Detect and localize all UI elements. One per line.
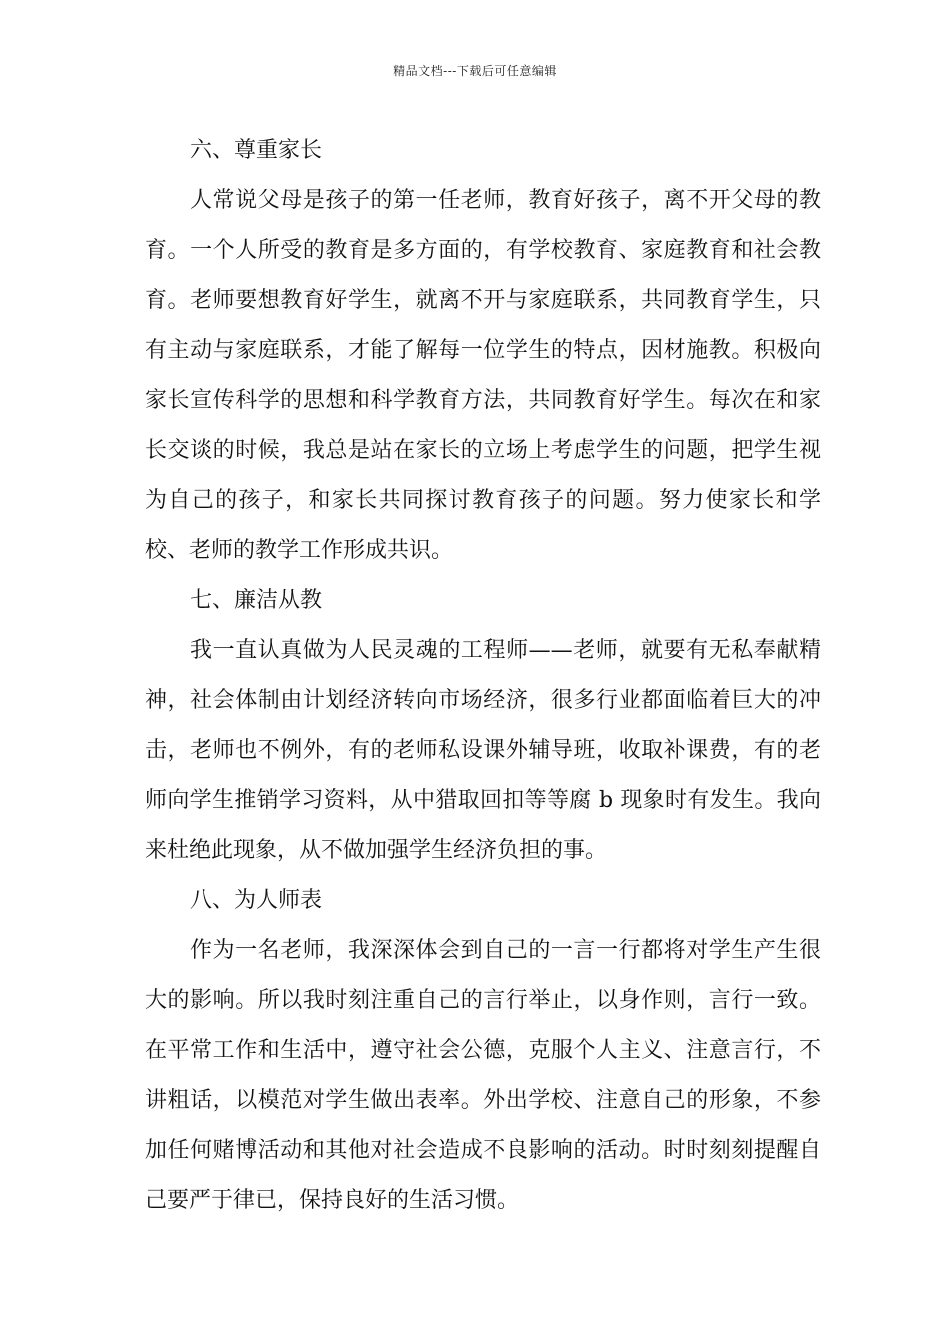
document-body xyxy=(145,126,821,1226)
section-heading-respect-parents: 六、尊重家长 xyxy=(190,138,323,163)
section-paragraph-integrity: 我一直认真做为人民灵魂的工程师——老师，就要有无私奉献精神，社会体制由计划经济转向市场经济，很多行业都面临着巨大的冲击，老师也不例外，有的老师私设课外辅导班，收取补课费，有的老师向学生推销学习资料，从中猎取回扣等等腐 b 现象时有发生。我向来杜绝此现象，从不做加强学生经济负担的事。 xyxy=(145,638,821,863)
section-heading-role-model: 八、为人师表 xyxy=(190,888,323,913)
section-paragraph-role-model: 作为一名老师，我深深体会到自己的一言一行都将对学生产生很大的影响。所以我时刻注重自己的言行举止，以身作则，言行一致。在平常工作和生活中，遵守社会公德，克服个人主义、注意言行，不讲粗话，以模范对学生做出表率。外出学校、注意自己的形象，不参加任何赌博活动和其他对社会造成不良影响的活动。时时刻刻提醒自己要严于律已，保持良好的生活习惯。 xyxy=(145,938,821,1213)
page-header: 精品文档---下载后可任意编辑 xyxy=(393,64,557,78)
section-heading-integrity: 七、廉洁从教 xyxy=(190,588,323,613)
section-paragraph-respect-parents: 人常说父母是孩子的第一任老师，教育好孩子，离不开父母的教育。一个人所受的教育是多方面的，有学校教育、家庭教育和社会教育。老师要想教育好学生，就离不开与家庭联系，共同教育学生，只有主动与家庭联系，才能了解每一位学生的特点，因材施教。积极向家长宣传科学的思想和科学教育方法，共同教育好学生。每次在和家长交谈的时候，我总是站在家长的立场上考虑学生的问题，把学生视为自己的孩子，和家长共同探讨教育孩子的问题。努力使家长和学校、老师的教学工作形成共识。 xyxy=(145,188,821,563)
